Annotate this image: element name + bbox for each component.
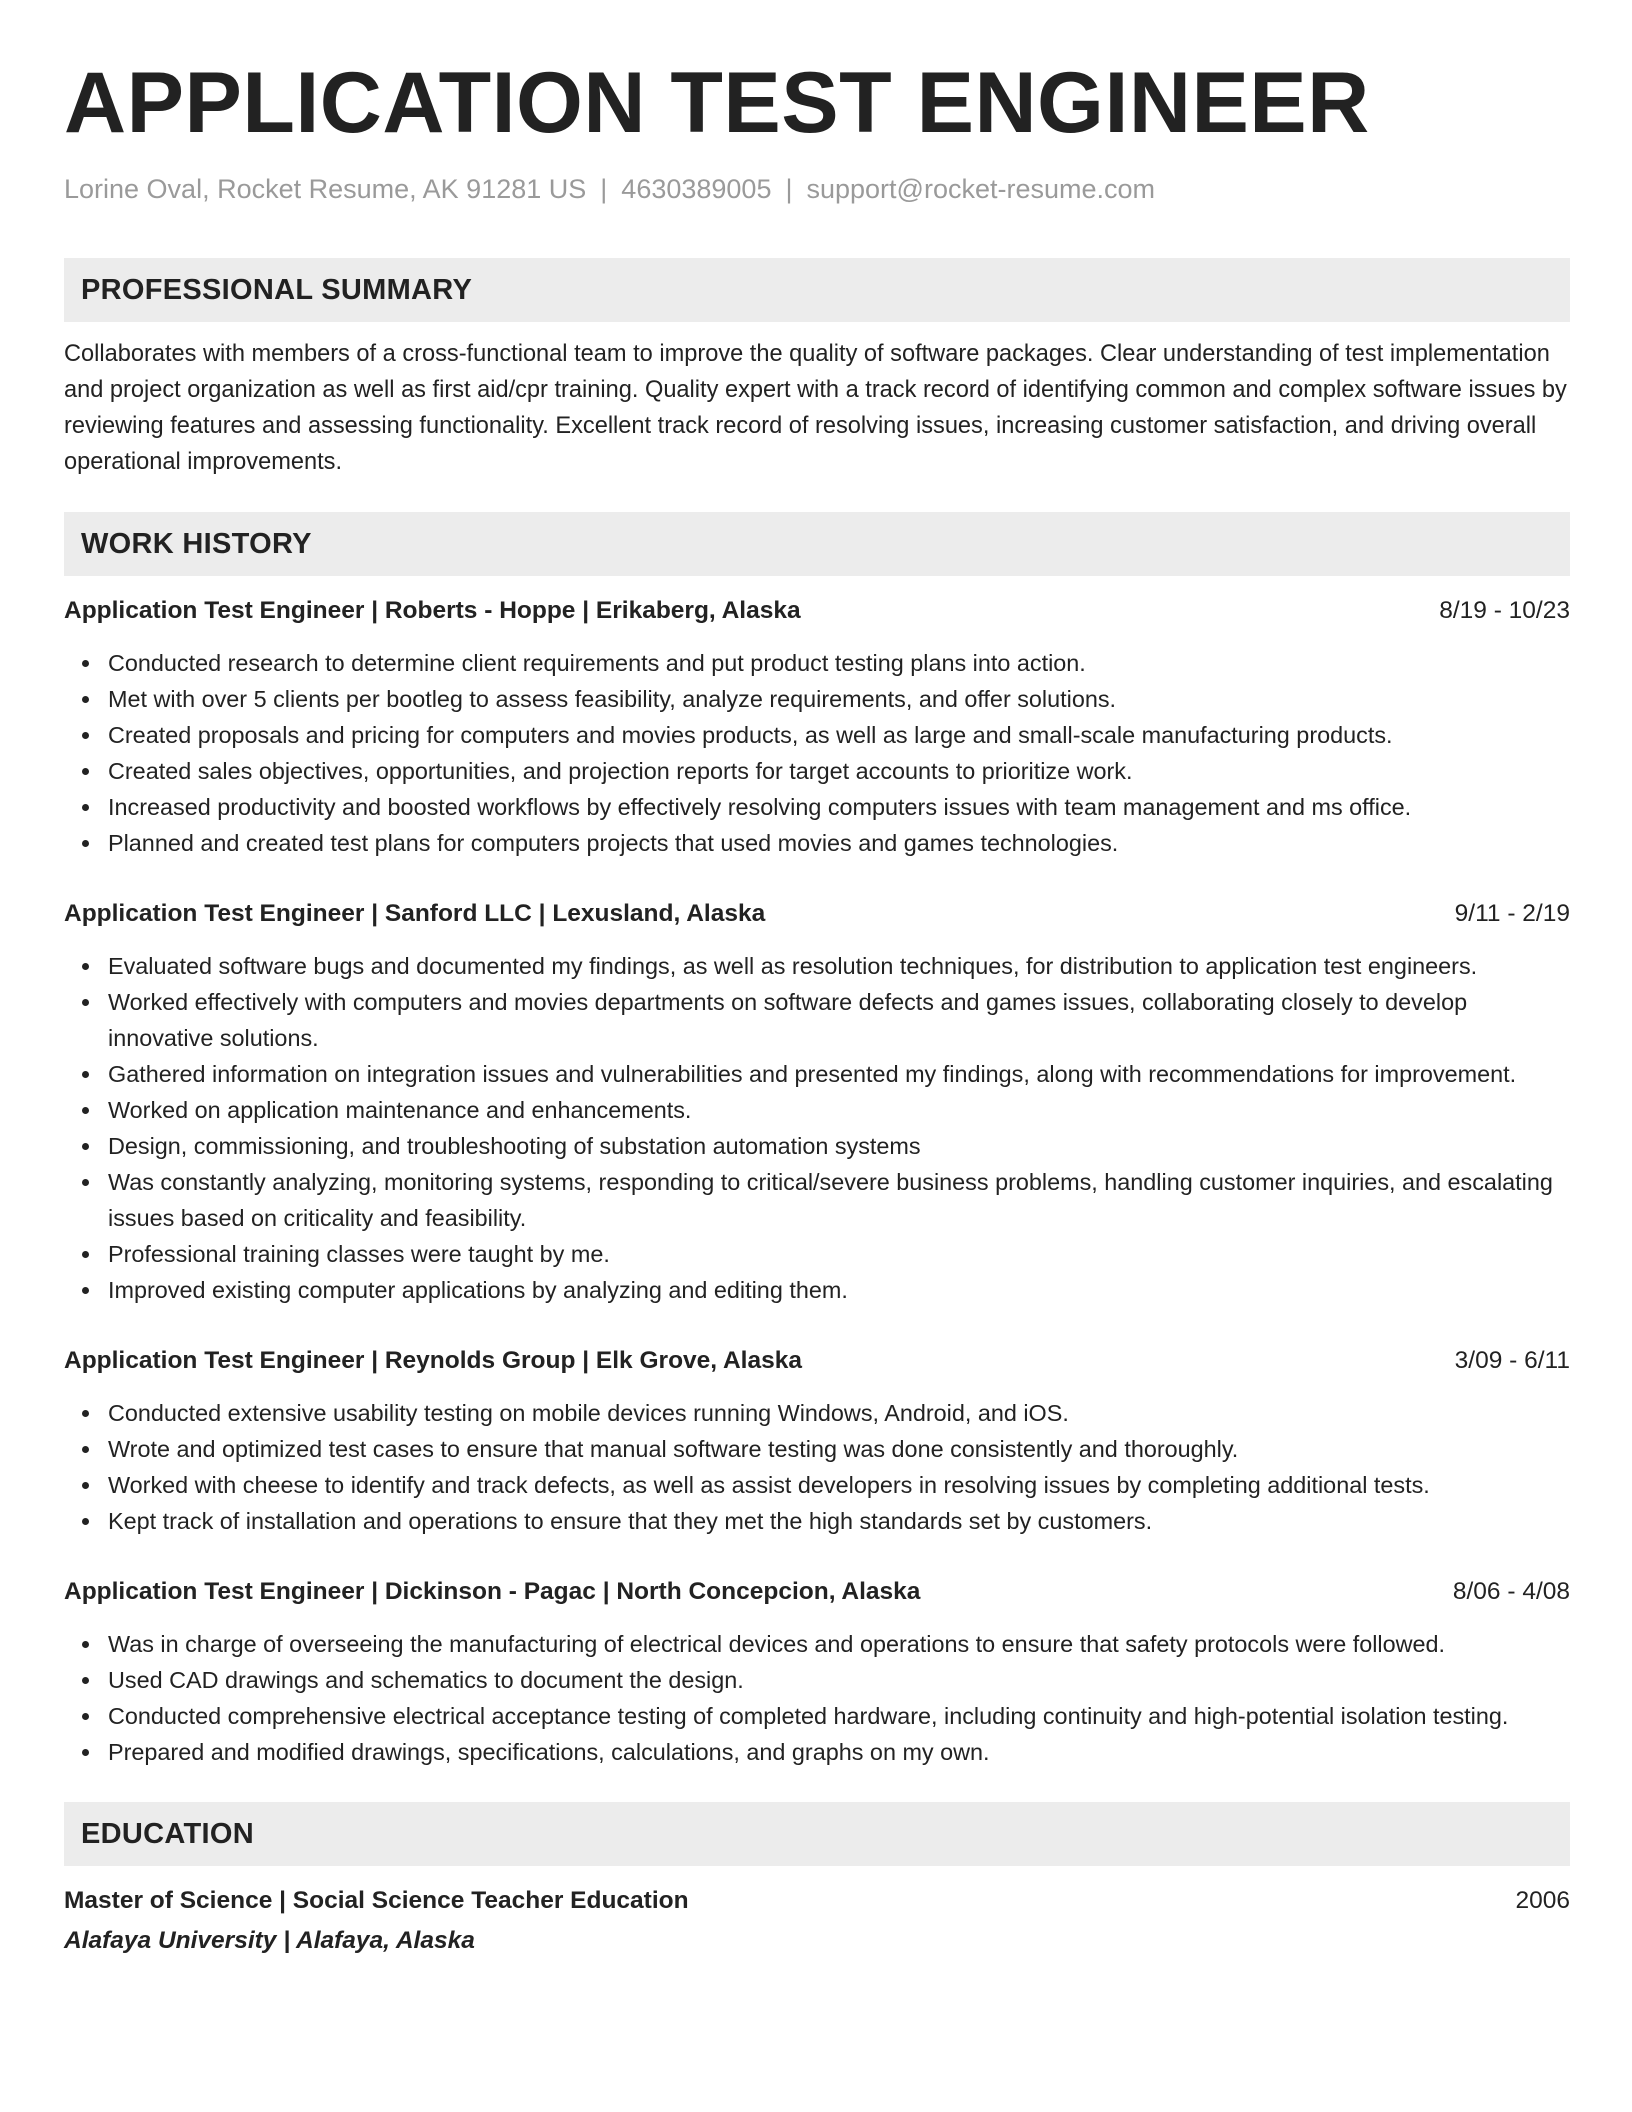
job-bullet: Design, commissioning, and troubleshooting of substation automation systems: [108, 1128, 1570, 1164]
job-title: Application Test Engineer | Roberts - Hoppe | Erikaberg, Alaska: [64, 597, 801, 624]
job-bullets: [64, 948, 1570, 1308]
job-entry: [64, 594, 1570, 861]
job-header: [64, 897, 1570, 931]
job-bullet: Used CAD drawings and schematics to document the design.: [108, 1662, 1570, 1698]
job-bullet: Was constantly analyzing, monitoring systems, responding to critical/severe business problems, handling customer inquiries, and escalating issues based on criticality and feasibility.: [108, 1164, 1570, 1236]
job-bullet: Worked on application maintenance and enhancements.: [108, 1092, 1570, 1128]
job-dates: 3/09 - 6/11: [1454, 1347, 1570, 1374]
job-entry: [64, 1575, 1570, 1770]
job-bullets: [64, 1395, 1570, 1539]
job-bullet: Created sales objectives, opportunities, and projection reports for target accounts to prioritize work.: [108, 753, 1570, 789]
summary-text: Collaborates with members of a cross-functional team to improve the quality of software packages. Clear understanding of test implementation and project organization as well as first aid/cpr training. Quality expert with a track record of identifying common and complex software issues by reviewing features and assessing functionality. Excellent track record of resolving issues, increasing customer satisfaction, and driving overall operational improvements.: [64, 341, 1567, 475]
job-header: [64, 594, 1570, 628]
job-dates: 8/19 - 10/23: [1439, 597, 1570, 624]
job-bullet: Worked effectively with computers and movies departments on software defects and games issues, collaborating closely to develop innovative solutions.: [108, 984, 1570, 1056]
resume-title: APPLICATION TEST ENGINEER: [64, 55, 1370, 151]
job-bullet: Kept track of installation and operations to ensure that they met the high standards set by customers.: [108, 1503, 1570, 1539]
job-bullet: Gathered information on integration issues and vulnerabilities and presented my findings, along with recommendations for improvement.: [108, 1056, 1570, 1092]
job-title: Application Test Engineer | Sanford LLC | Lexusland, Alaska: [64, 900, 766, 927]
job-bullet: Wrote and optimized test cases to ensure that manual software testing was done consistently and thoroughly.: [108, 1431, 1570, 1467]
section-heading-education: EDUCATION: [64, 1802, 1570, 1866]
resume-page: [64, 0, 1570, 1958]
job-bullets: [64, 1626, 1570, 1770]
education-entry: [64, 1884, 1570, 1958]
job-bullet: Planned and created test plans for computers projects that used movies and games technologies.: [108, 825, 1570, 861]
contact-separator: |: [785, 174, 793, 204]
education-degree: Master of Science | Social Science Teacher Education: [64, 1887, 689, 1914]
section-heading-work-history: WORK HISTORY: [64, 512, 1570, 576]
section-heading-summary: PROFESSIONAL SUMMARY: [64, 258, 1570, 322]
job-bullet: Prepared and modified drawings, specifications, calculations, and graphs on my own.: [108, 1734, 1570, 1770]
job-bullet: Worked with cheese to identify and track defects, as well as assist developers in resolving issues by completing additional tests.: [108, 1467, 1570, 1503]
job-bullet: Conducted comprehensive electrical acceptance testing of completed hardware, including continuity and high-potential isolation testing.: [108, 1698, 1570, 1734]
job-entry: [64, 1344, 1570, 1539]
contact-email: support@rocket-resume.com: [806, 174, 1156, 204]
job-bullet: Met with over 5 clients per bootleg to assess feasibility, analyze requirements, and offer solutions.: [108, 681, 1570, 717]
job-title: Application Test Engineer | Reynolds Group | Elk Grove, Alaska: [64, 1347, 802, 1374]
education-year: 2006: [1515, 1887, 1570, 1914]
job-bullet: Evaluated software bugs and documented my findings, as well as resolution techniques, for distribution to application test engineers.: [108, 948, 1570, 984]
job-bullet: Professional training classes were taught by me.: [108, 1236, 1570, 1272]
job-bullet: Was in charge of overseeing the manufacturing of electrical devices and operations to ensure that safety protocols were followed.: [108, 1626, 1570, 1662]
job-bullet: Created proposals and pricing for computers and movies products, as well as large and small-scale manufacturing products.: [108, 717, 1570, 753]
job-header: [64, 1344, 1570, 1378]
education-header: [64, 1884, 1570, 1918]
job-bullet: Improved existing computer applications by analyzing and editing them.: [108, 1272, 1570, 1308]
job-dates: 9/11 - 2/19: [1454, 900, 1570, 927]
contact-phone: 4630389005: [621, 174, 772, 204]
job-bullets: [64, 645, 1570, 861]
contact-line: [64, 172, 1570, 206]
job-bullet: Conducted research to determine client requirements and put product testing plans into action.: [108, 645, 1570, 681]
job-bullet: Conducted extensive usability testing on mobile devices running Windows, Android, and iOS.: [108, 1395, 1570, 1431]
contact-separator: |: [600, 174, 608, 204]
contact-address: Lorine Oval, Rocket Resume, AK 91281 US: [64, 174, 587, 204]
job-bullet: Increased productivity and boosted workflows by effectively resolving computers issues with team management and ms office.: [108, 789, 1570, 825]
job-header: [64, 1575, 1570, 1609]
job-entry: [64, 897, 1570, 1308]
education-school: Alafaya University | Alafaya, Alaska: [64, 1927, 475, 1954]
job-dates: 8/06 - 4/08: [1452, 1578, 1570, 1605]
job-title: Application Test Engineer | Dickinson - Pagac | North Concepcion, Alaska: [64, 1578, 921, 1605]
